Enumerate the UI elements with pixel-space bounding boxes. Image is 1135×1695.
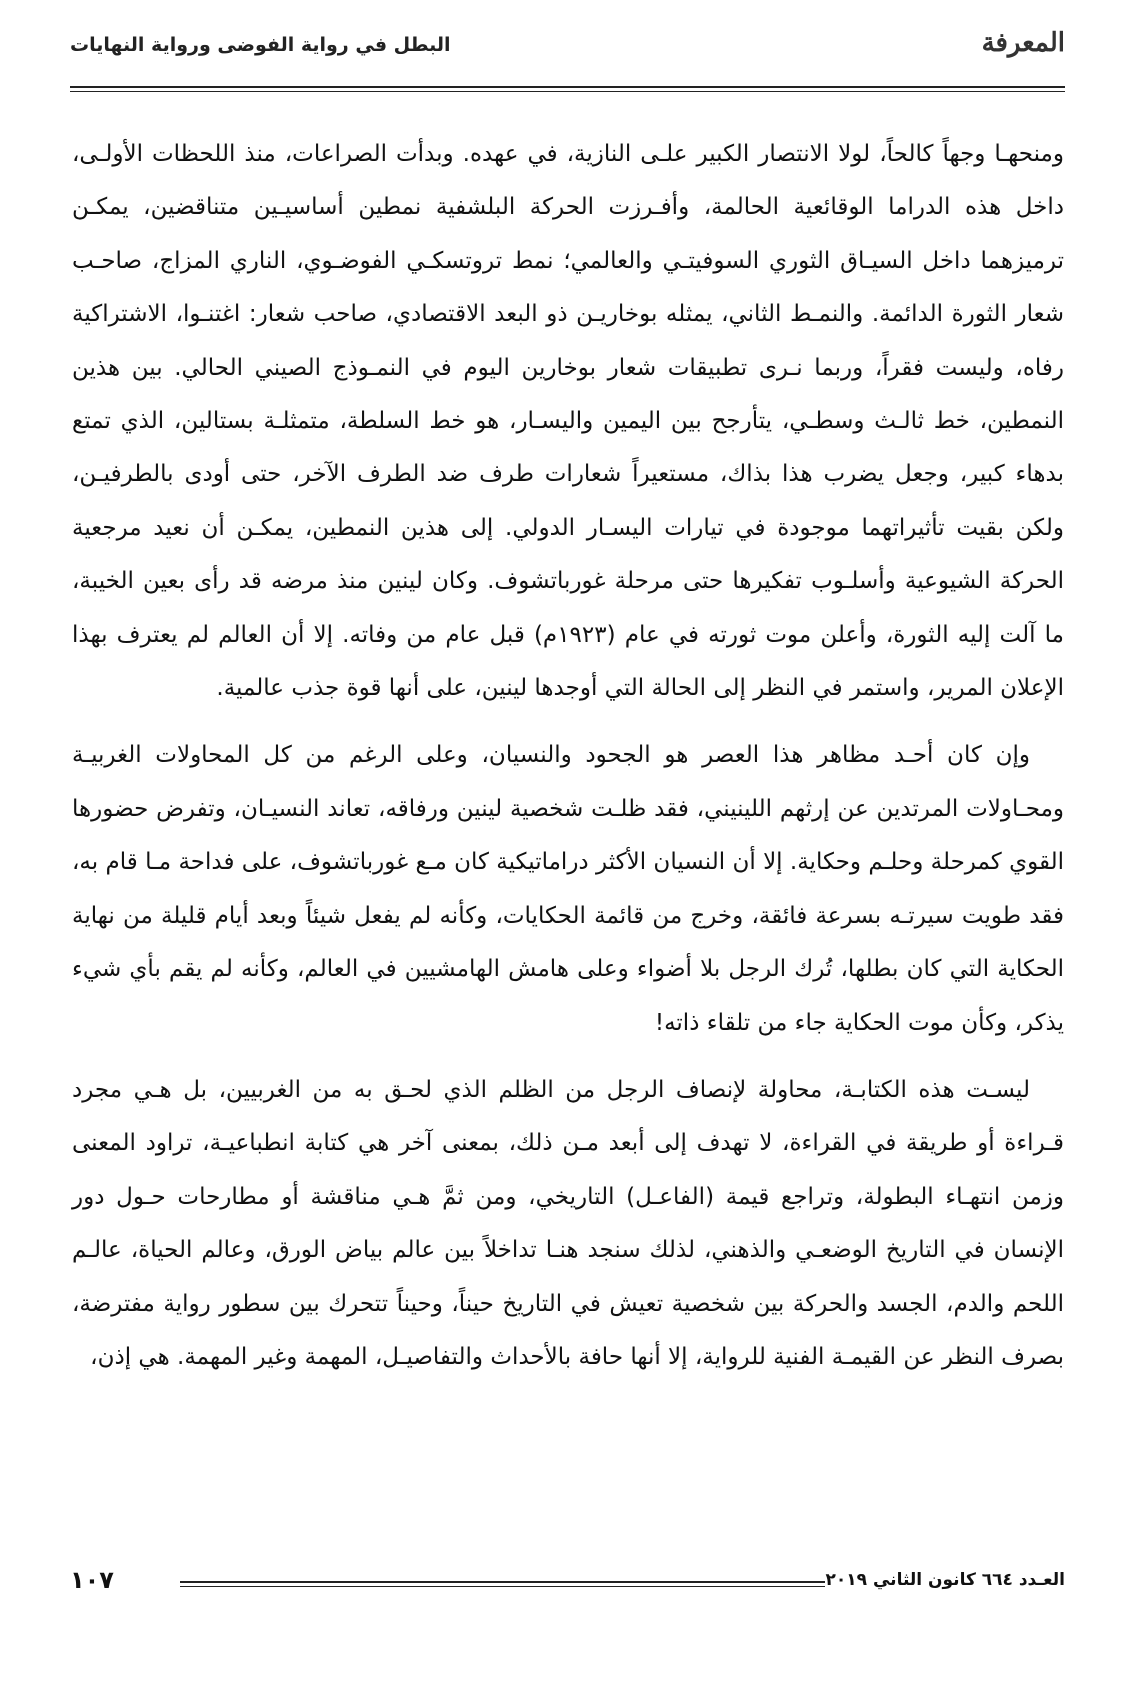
- paragraph-1: ومنحهـا وجهاً كالحاً، لولا الانتصار الكبير علـى النازية، في عهده. وبدأت الصراعات، منذ اللحظات الأولـى، داخل هذه الدراما الوقائعية الحالمة، وأفـرزت الحركة البلشفية نمطين أساسيـين متناقضين، يمكـن ترميزهما داخل السيـاق الثوري السوفيتـي والعالمي؛ نمط تروتسكـي الفوضـوي، الناري المزاج، صاحـب شعار الثورة الدائمة. والنمـط الثاني، يمثله بوخاريـن ذو البعد الاقتصادي، صاحب شعار: اغتنـوا، الاشتراكية رفاه، وليست فقراً، وربما نـرى تطبيقات شعار بوخارين اليوم في النمـوذج الصيني الحالي. بين هذين النمطين، خط ثالـث وسطـي، يتأرجح بين اليمين واليسـار، هو خط السلطة، متمثلـة بستالين، الذي تمتع بدهاء كبير، وجعل يضرب هذا بذاك، مستعيراً شعارات طرف ضد الطرف الآخر، حتى أودى بالطرفيـن، ولكن بقيت تأثيراتهما موجودة في تيارات اليسـار الدولي. إلى هذين النمطين، يمكـن أن نعيد مرجعية الحركة الشيوعية وأسلـوب تفكيرها حتى مرحلة غورباتشوف. وكان لينين منذ مرضه قد رأى بعين الخيبة، ما آلت إليه الثورة، وأعلن موت ثورته في عام (١٩٢٣م) قبل عام من وفاته. إلا أن العالم لم يعترف بهذا الإعلان المرير، واستمر في النظر إلى الحالة التي أوجدها لينين، على أنها قوة جذب عالمية.: [72, 141, 1064, 702]
- running-title: البطل في رواية الفوضى ورواية النهايات: [70, 34, 451, 56]
- issue-label: العـدد ٦٦٤ كانون الثاني ٢٠١٩: [825, 1570, 1065, 1590]
- article-body: [72, 128, 1064, 1398]
- page-header: [70, 28, 1065, 78]
- header-rule: [70, 86, 1065, 88]
- footer-rule-thin: [180, 1586, 825, 1587]
- paragraph-2: وإن كان أحـد مظاهر هذا العصر هو الجحود والنسيان، وعلى الرغم من كل المحاولات الغربيـة ومحـاولات المرتدين عن إرثهم اللينيني، فقد ظلـت شخصية لينين ورفاقه، تعاند النسيـان، وتفرض حضورها القوي كمرحلة وحلـم وحكاية. إلا أن النسيان الأكثر دراماتيكية كان مـع غورباتشوف، على فداحة مـا قام به، فقد طويت سيرتـه بسرعة فائقة، وخرج من قائمة الحكايات، وكأنه لم يفعل شيئاً وبعد أيام قليلة من نهاية الحكاية التي كان بطلها، تُرك الرجل بلا أضواء وعلى هامش الهامشيين في العالم، وكأنه لم يقم بأي شيء يذكر، وكأن موت الحكاية جاء من تلقاء ذاته!: [72, 742, 1064, 1036]
- page-footer: [70, 1566, 1065, 1610]
- footer-rule: [180, 1581, 825, 1583]
- paragraph-3: ليسـت هذه الكتابـة، محاولة لإنصاف الرجل من الظلم الذي لحـق به من الغربيين، بل هـي مجرد قـراءة أو طريقة في القراءة، لا تهدف إلى أبعد مـن ذلك، بمعنى آخر هي كتابة انطباعيـة، تراود المعنى وزمن انتهـاء البطولة، وتراجع قيمة (الفاعـل) التاريخي، ومن ثمَّ هـي مناقشة أو مطارحات حـول دور الإنسان في التاريخ الوضعـي والذهني، لذلك سنجد هنـا تداخلاً بين عالم بياض الورق، وعالم الحياة، عالـم اللحم والدم، الجسد والحركة بين شخصية تعيش في التاريخ حيناً، وحيناً تتحرك بين سطور رواية مفترضة، بصرف النظر عن القيمـة الفنية للرواية، إلا أنها حافة بالأحداث والتفاصيـل، المهمة وغير المهمة. هي إذن،: [72, 1076, 1064, 1370]
- header-rule-thin: [70, 91, 1065, 92]
- page-number: ١٠٧: [70, 1566, 114, 1594]
- magazine-logo: المعرفة: [981, 28, 1065, 58]
